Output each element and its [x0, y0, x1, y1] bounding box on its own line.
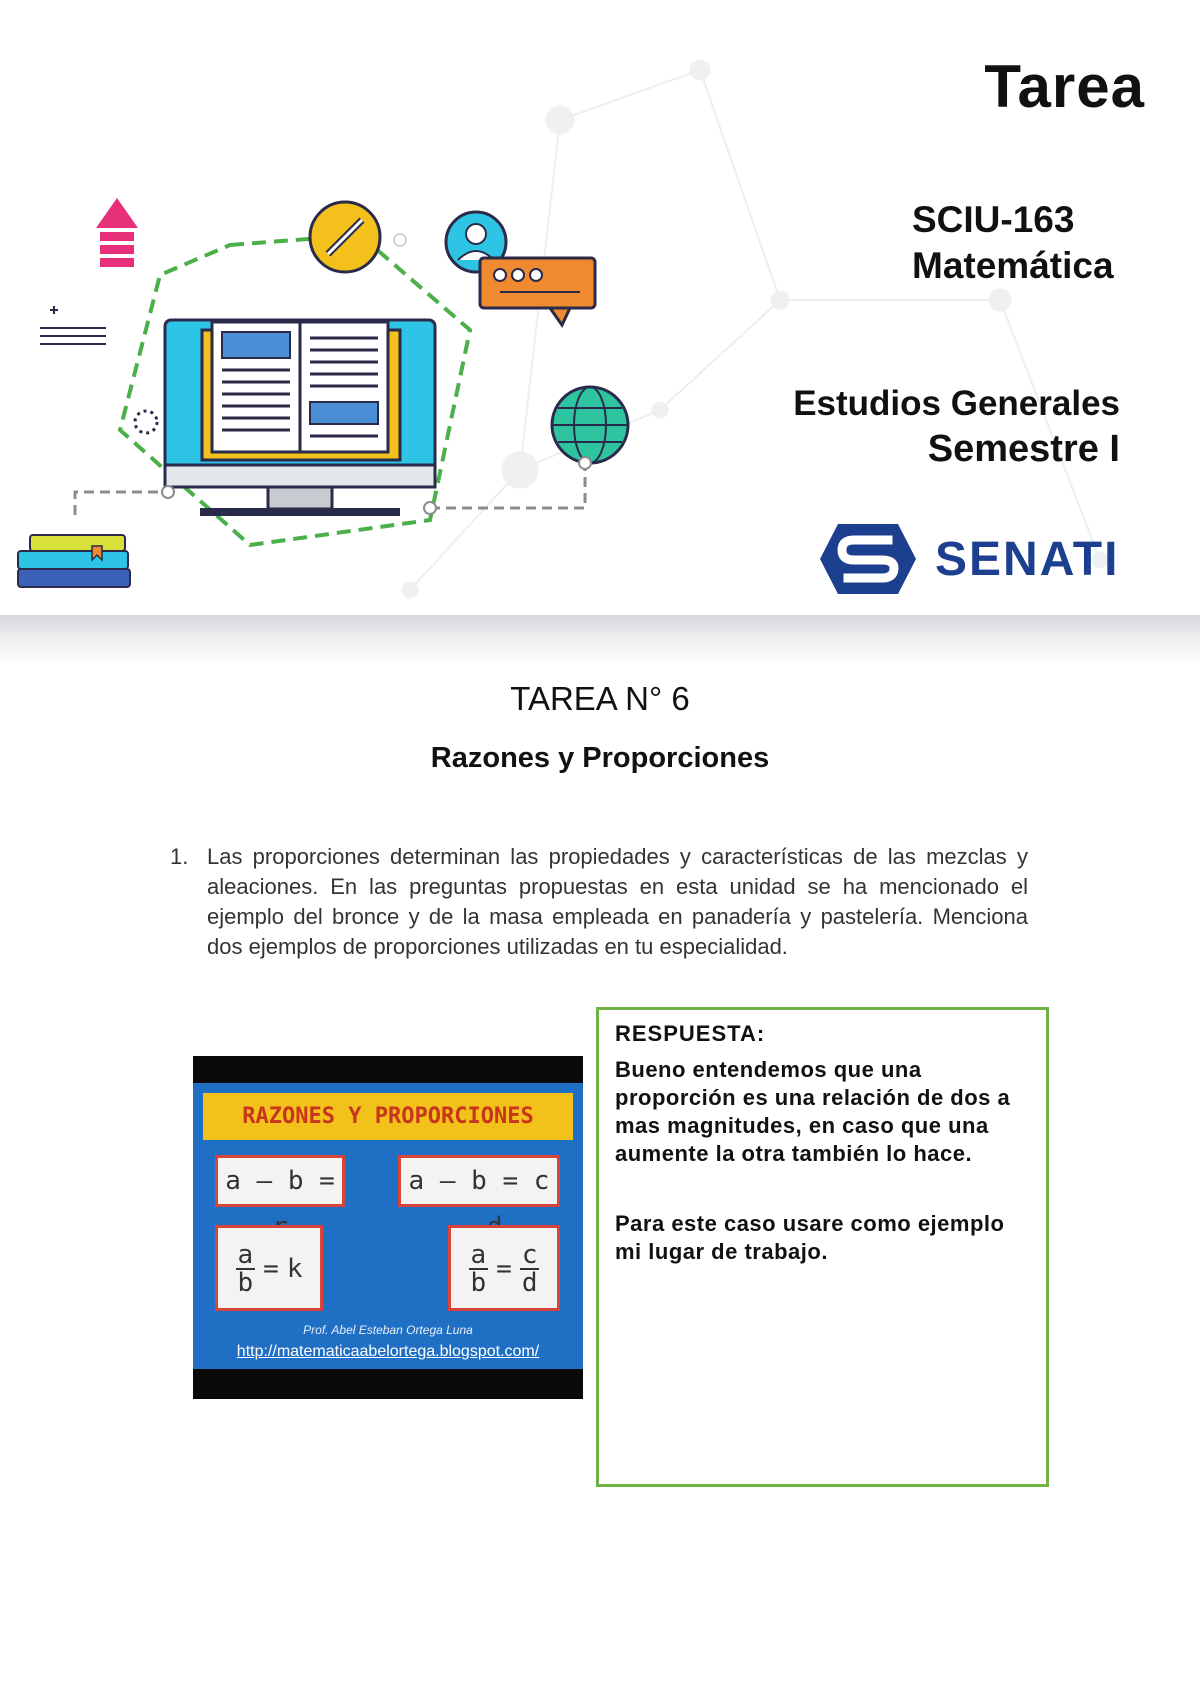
course-name: Matemática	[912, 245, 1114, 286]
equals-sign: =	[263, 1254, 279, 1284]
senati-logo-icon	[818, 522, 918, 596]
semester: Semestre I	[927, 428, 1120, 470]
department: Estudios Generales	[793, 384, 1120, 423]
question-item	[170, 842, 1028, 962]
ratio-constant: k	[286, 1254, 303, 1284]
formula-proportion-quotient	[448, 1225, 560, 1311]
fraction-denominator: d	[521, 1268, 538, 1298]
course-code: SCIU-163	[912, 199, 1075, 240]
image-url: http://matematicaabelortega.blogspot.com/	[236, 1343, 540, 1360]
fraction-numerator: a	[237, 1240, 254, 1270]
assignment-title: TAREA N° 6	[510, 680, 690, 717]
answer-paragraph-2: Para este caso usare como ejemplo mi lugar de trabajo.	[615, 1211, 1005, 1264]
fraction-denominator: b	[237, 1268, 254, 1298]
answer-box	[596, 1007, 1049, 1487]
fraction	[236, 1242, 256, 1296]
education-illustration	[0, 180, 640, 600]
fraction-left	[469, 1242, 489, 1296]
answer-paragraph-1: Bueno entendemos que una proporción es una relación de dos a mas magnitudes, en caso que una aumente la otra también lo hace.	[615, 1057, 1011, 1166]
question-number: 1.	[170, 844, 189, 869]
image-background	[193, 1083, 583, 1369]
pencil-icon	[310, 202, 380, 272]
upload-arrow-icon	[96, 198, 138, 267]
formula-proportion-difference: a – b = c	[398, 1155, 560, 1207]
brand-name: SENATI	[935, 533, 1120, 586]
assignment-subtitle: Razones y Proporciones	[430, 742, 770, 774]
formula-ratio-difference: a – b =	[215, 1155, 345, 1207]
razones-proporciones-image	[193, 1056, 583, 1399]
question-text: Las proporciones determinan las propiedades y características de las mezclas y aleaciones. En las preguntas propuestas en esta unidad se ha mencionado el ejemplo del bronce y de la masa empleada en panadería y pastelería. Menciona dos ejemplos de proporciones utilizadas en tu especialidad.	[207, 844, 1028, 959]
document-type-heading: Tarea	[984, 53, 1145, 120]
image-title: RAZONES Y PROPORCIONES	[242, 1104, 534, 1129]
books-icon	[18, 535, 130, 587]
formula-ratio-quotient	[215, 1225, 323, 1311]
fraction-right	[520, 1242, 540, 1296]
equals-sign: =	[496, 1254, 512, 1284]
fraction-numerator: c	[521, 1240, 538, 1270]
user-chat-icon	[446, 212, 595, 325]
fraction-numerator: a	[470, 1240, 487, 1270]
image-author: Prof. Abel Esteban Ortega Luna	[303, 1323, 473, 1337]
monitor-icon	[165, 320, 435, 516]
globe-icon	[552, 387, 628, 463]
fraction-denominator: b	[470, 1268, 487, 1298]
answer-label: RESPUESTA:	[615, 1021, 766, 1046]
header-shadow	[0, 615, 1200, 665]
